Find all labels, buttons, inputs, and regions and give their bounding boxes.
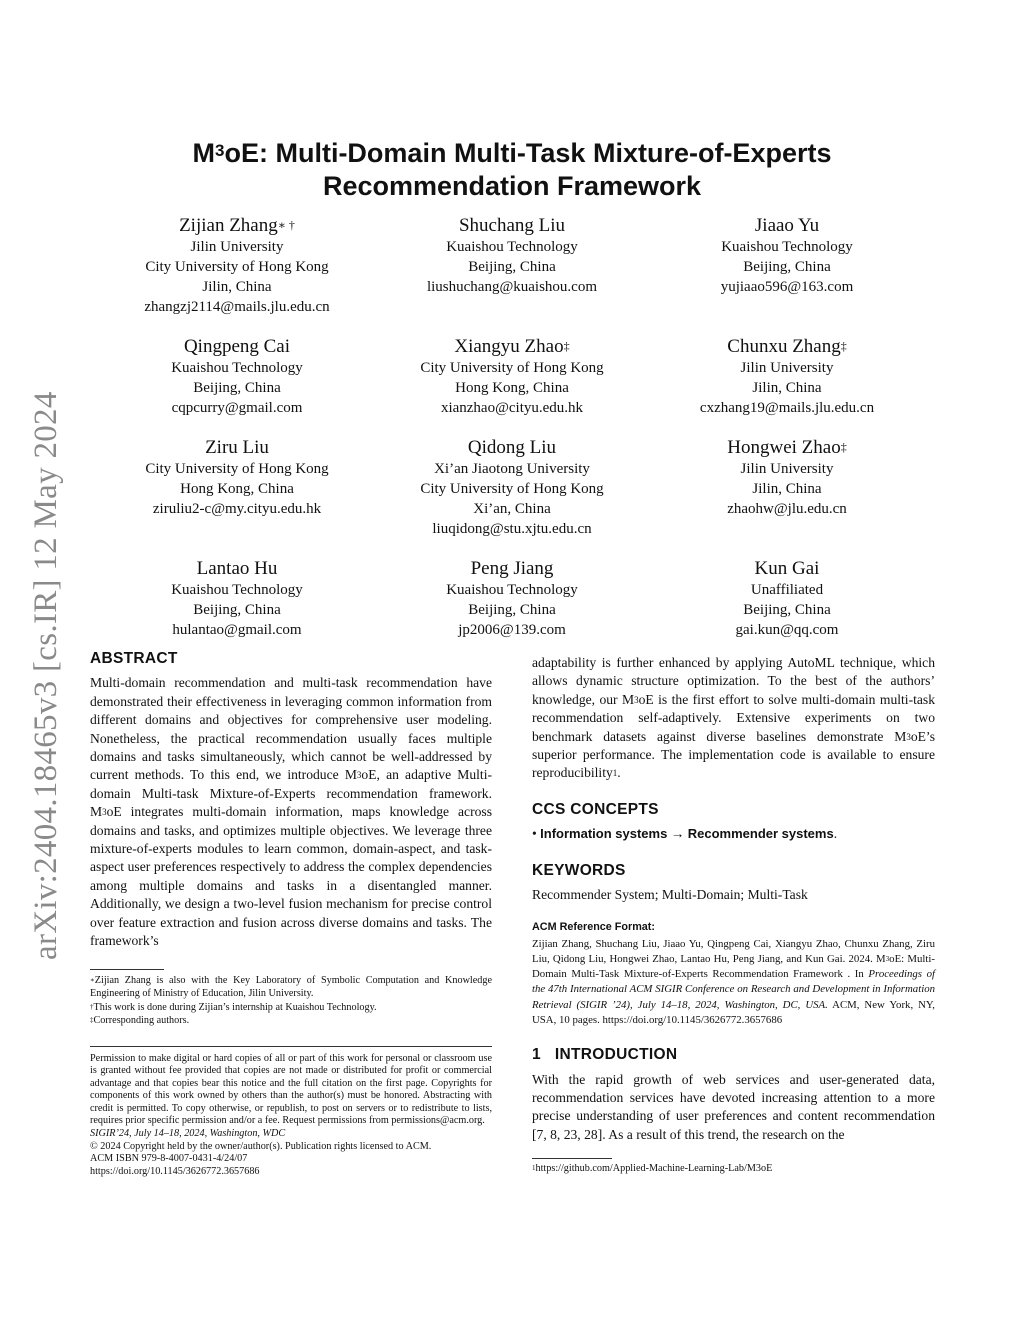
- title-line-1: $M^3oE$: Multi-Domain Multi-Task Mixture-of-Experts: [192, 138, 832, 168]
- introduction-heading: 1 INTRODUCTION: [532, 1046, 678, 1064]
- author-affiliation: Kuaishou Technology: [171, 582, 303, 598]
- author-name: Ziru Liu: [205, 437, 269, 458]
- author-affiliation: Jilin, China: [752, 481, 822, 497]
- author-name: Qingpeng Cai: [183, 336, 291, 357]
- author-email[interactable]: yujiaao596@163.com: [720, 279, 854, 295]
- abstract-heading: ABSTRACT: [90, 650, 178, 667]
- author-row: [100, 335, 924, 418]
- author-affiliation: Jilin University: [190, 239, 284, 255]
- author-affiliation: Beijing, China: [743, 602, 831, 618]
- doi-link[interactable]: https://doi.org/10.1145/3626772.3657686: [90, 1165, 260, 1177]
- author-email[interactable]: zhaohw@jlu.edu.cn: [727, 501, 847, 517]
- author-email[interactable]: hulantao@gmail.com: [172, 622, 302, 638]
- paper-title: [120, 137, 904, 203]
- code-footnote: [532, 1158, 935, 1175]
- author-row: [100, 436, 924, 539]
- left-column: [90, 650, 492, 1178]
- author-affiliation: Jilin, China: [752, 380, 822, 396]
- keywords-section: [532, 862, 935, 905]
- author-affiliation: Xi’an, China: [473, 501, 551, 517]
- author-affiliation: City University of Hong Kong: [420, 481, 604, 497]
- permission-text: Permission to make digital or hard copies of all or part of this work for personal or classroom use is granted without fee provided that copies are not made or distributed for profit or commercial advantage and that copies bear this notice and the full citation on the first page. Copyrights for components of this work owned by others than the author(s) must be honored. Abstracting with credit is permitted. To copy otherwise, or republish, to post on servers or to redistribute to lists, requires prior specific permission and/or a fee. Request permissions from permissions@acm.org.: [90, 1052, 492, 1127]
- author-email[interactable]: cqpcurry@gmail.com: [171, 400, 303, 416]
- author-name: Kun Gai: [754, 558, 820, 579]
- abstract-continuation: adaptability is further enhanced by applying AutoML technique, which allows dynamic structure optimization. To the best of the authors’ knowledge, our $M^3oE$ is the first effort to solve multi-domain multi-task recommendation self-adaptively. Extensive experiments on two benchmark datasets against diverse baselines demonstrate $M^3oE’s$ superior performance. The implementation code is available to ensure reproducibility$^1$.: [532, 655, 935, 781]
- author-block: [100, 214, 924, 658]
- author-affiliation: Kuaishou Technology: [446, 239, 578, 255]
- author-card: [100, 557, 374, 640]
- author-card: [375, 557, 649, 640]
- author-affiliation: Hong Kong, China: [180, 481, 294, 497]
- author-row: [100, 557, 924, 640]
- abstract-text: Multi-domain recommendation and multi-task recommendation have demonstrated their effectiveness in leveraging common information from different domains and objectives for comprehensive user modeling. Nonetheless, the practical recommendation usually faces multiple domains and tasks simultaneously, which cannot be well-addressed by current methods. To this end, we introduce $M^3oE$, an adaptive Multi-domain Multi-task Mixture-of-Experts recommendation framework. $M^3oE$ integrates multi-domain information, maps knowledge across domains and tasks, and optimizes multiple objectives. We leverage three mixture-of-experts modules to learn common, domain-aspect, and task-aspect user preferences respectively to address the complex dependencies among multiple domains and tasks in a disentangled manner. Additionally, we design a two-level fusion mechanism for precise control over feature extraction and fusion across diverse domains and tasks. The framework’s: [90, 675, 492, 949]
- author-email[interactable]: liuqidong@stu.xjtu.edu.cn: [432, 521, 592, 537]
- venue-line: SIGIR’24, July 14–18, 2024, Washington, WDC: [90, 1128, 286, 1140]
- author-email[interactable]: zhangzj2114@mails.jlu.edu.cn: [144, 299, 330, 315]
- author-affiliation: Jilin University: [740, 360, 834, 376]
- author-name: Qidong Liu: [467, 437, 557, 458]
- author-affiliation: Beijing, China: [743, 259, 831, 275]
- copyright-line: © 2024 Copyright held by the owner/author(s). Publication rights licensed to ACM.: [90, 1140, 432, 1152]
- author-row: [100, 214, 924, 317]
- title-line-2: Recommendation Framework: [322, 171, 702, 201]
- author-card: [650, 436, 924, 539]
- author-card: [100, 335, 374, 418]
- author-name: Xiangyu Zhao‡: [454, 336, 570, 357]
- author-card: [375, 436, 649, 539]
- author-card: [375, 335, 649, 418]
- keywords-heading: KEYWORDS: [532, 861, 626, 879]
- acm-reference-label: ACM Reference Format:: [532, 921, 655, 934]
- author-email[interactable]: cxzhang19@mails.jlu.edu.cn: [699, 400, 875, 416]
- author-name: Shuchang Liu: [458, 215, 566, 236]
- author-card: [650, 335, 924, 418]
- author-affiliation: Beijing, China: [193, 380, 281, 396]
- ccs-heading: CCS CONCEPTS: [532, 800, 659, 818]
- ccs-section: [532, 801, 935, 844]
- author-card: [375, 214, 649, 317]
- footnote-rule: [532, 1158, 612, 1159]
- footnote-item: ‡Corresponding authors.: [90, 1015, 190, 1026]
- author-card: [650, 557, 924, 640]
- author-name: Lantao Hu: [196, 558, 278, 579]
- code-url-link[interactable]: $^1$https://github.com/Applied-Machine-Learning-Lab/M3oE: [532, 1163, 773, 1175]
- author-affiliation: Jilin, China: [202, 279, 272, 295]
- footnote-item: ∗Zijian Zhang is also with the Key Laboratory of Symbolic Computation and Knowledge Engineering of Ministry of Education, Jilin University.: [90, 974, 492, 999]
- keywords-text: Recommender System; Multi-Domain; Multi-Task: [532, 887, 808, 903]
- author-affiliation: Xi’an Jiaotong University: [434, 461, 590, 477]
- author-affiliation: City University of Hong Kong: [145, 461, 329, 477]
- author-card: [100, 214, 374, 317]
- author-affiliation: Hong Kong, China: [455, 380, 569, 396]
- author-email[interactable]: jp2006@139.com: [458, 622, 566, 638]
- author-affiliation: Beijing, China: [193, 602, 281, 618]
- footnote-rule: [90, 969, 164, 970]
- author-affiliation: Unaffiliated: [750, 582, 824, 598]
- author-footnotes: [90, 969, 492, 1028]
- footnote-item: †This work is done during Zijian’s internship at Kuaishou Technology.: [90, 1001, 377, 1013]
- author-email[interactable]: liushuchang@kuaishou.com: [426, 279, 598, 295]
- permission-block: [90, 1046, 492, 1179]
- ccs-concept: • Information systems → Recommender systems.: [532, 826, 838, 842]
- author-affiliation: Beijing, China: [468, 259, 556, 275]
- author-name: Zijian Zhang∗ †: [179, 215, 295, 236]
- author-affiliation: Beijing, China: [468, 602, 556, 618]
- acm-reference-text: Zijian Zhang, Shuchang Liu, Jiaao Yu, Qingpeng Cai, Xiangyu Zhao, Chunxu Zhang, Ziru Liu, Qidong Liu, Hongwei Zhao, Lantao Hu, Peng Jiang, and Kun Gai. 2024. $M^3oE$: Multi-Domain Multi-Task Mixture-of-Experts Recommendation Framework . In Proceedings of the 47th International ACM SIGIR Conference on Research and Development in Information Retrieval (SIGIR ’24), July 14–18, 2024, Washington, DC, USA. ACM, New York, NY, USA, 10 pages. https://doi.org/10.1145/3626772.3657686: [532, 937, 935, 1026]
- author-email[interactable]: ziruliu2-c@my.cityu.edu.hk: [152, 501, 322, 517]
- right-column: [532, 654, 935, 1175]
- author-name: Chunxu Zhang‡: [727, 336, 847, 357]
- author-name: Peng Jiang: [470, 558, 554, 579]
- author-email[interactable]: xianzhao@cityu.edu.hk: [440, 400, 584, 416]
- arxiv-stamp[interactable]: arXiv:2404.18465v3 [cs.IR] 12 May 2024: [28, 391, 64, 960]
- isbn-line: ACM ISBN 979-8-4007-0431-4/24/07: [90, 1153, 248, 1165]
- author-affiliation: Kuaishou Technology: [721, 239, 853, 255]
- author-name: Jiaao Yu: [754, 215, 820, 236]
- author-name: Hongwei Zhao‡: [727, 437, 847, 458]
- author-card: [100, 436, 374, 539]
- author-affiliation: City University of Hong Kong: [420, 360, 604, 376]
- author-affiliation: City University of Hong Kong: [145, 259, 329, 275]
- author-email[interactable]: gai.kun@qq.com: [735, 622, 839, 638]
- author-affiliation: Kuaishou Technology: [446, 582, 578, 598]
- author-affiliation: Kuaishou Technology: [171, 360, 303, 376]
- author-card: [650, 214, 924, 317]
- introduction-section: [532, 1046, 935, 1144]
- author-affiliation: Jilin University: [740, 461, 834, 477]
- introduction-text: With the rapid growth of web services and user-generated data, recommendation services have devoted increasing attention to a more precise understanding of user preferences and content recommendation [7, 8, 23, 28]. As a result of this trend, the research on the: [532, 1071, 935, 1142]
